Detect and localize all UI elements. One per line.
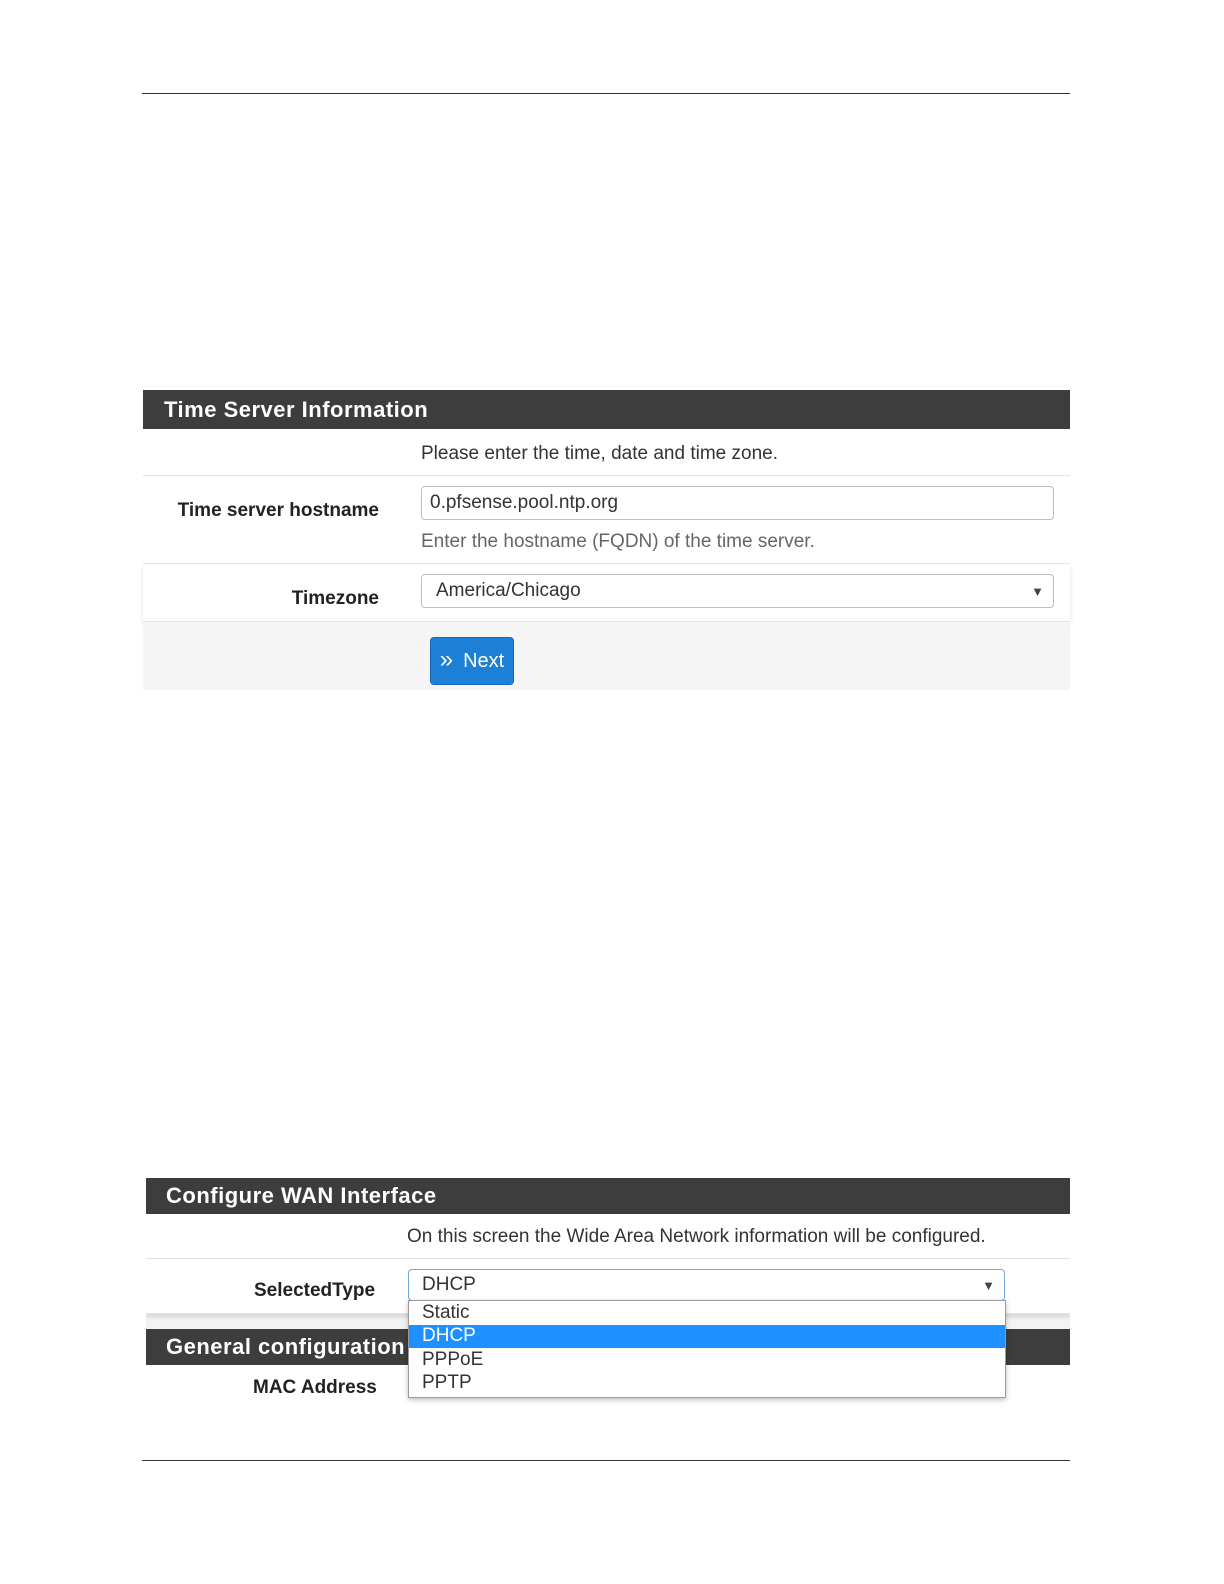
general-config-title: General configuration xyxy=(146,1329,1070,1365)
timezone-label: Timezone xyxy=(291,588,379,609)
hostname-input[interactable] xyxy=(421,486,1054,520)
panel-title: Time Server Information xyxy=(143,390,1070,429)
intro-text: Please enter the time, date and time zone. xyxy=(421,443,778,464)
timezone-select[interactable] xyxy=(421,574,1054,608)
time-server-panel xyxy=(143,390,1070,690)
intro-row xyxy=(143,429,1070,476)
hostname-value: 0.pfsense.pool.ntp.org xyxy=(430,492,619,513)
option-static[interactable]: Static xyxy=(422,1301,470,1323)
panel-footer xyxy=(143,622,1070,690)
wan-intro-row xyxy=(146,1214,1070,1259)
caret-down-icon: ▼ xyxy=(982,1277,995,1293)
timezone-row xyxy=(143,564,1070,622)
page-top-rule xyxy=(142,93,1070,94)
caret-down-icon: ▼ xyxy=(1031,583,1044,599)
option-dhcp[interactable]: DHCP xyxy=(409,1325,1005,1349)
selected-type-label: SelectedType xyxy=(254,1280,376,1301)
type-dropdown-list xyxy=(408,1300,1006,1398)
double-chevron-right-icon: » xyxy=(439,646,454,673)
timezone-value: America/Chicago xyxy=(436,580,581,601)
mac-address-label: MAC Address xyxy=(253,1377,377,1398)
wan-intro-text: On this screen the Wide Area Network information will be configured. xyxy=(407,1226,986,1247)
next-label: Next xyxy=(463,649,505,672)
hostname-row xyxy=(143,476,1070,564)
hostname-label: Time server hostname xyxy=(177,500,379,521)
page-bottom-rule xyxy=(142,1460,1070,1461)
wan-panel-title: Configure WAN Interface xyxy=(146,1178,1070,1214)
next-button[interactable] xyxy=(430,637,514,685)
selected-type-select[interactable] xyxy=(408,1269,1005,1301)
hostname-help: Enter the hostname (FQDN) of the time server. xyxy=(421,531,815,552)
selected-type-value: DHCP xyxy=(422,1274,476,1295)
option-pppoe[interactable]: PPPoE xyxy=(422,1348,484,1370)
option-pptp[interactable]: PPTP xyxy=(422,1372,472,1394)
